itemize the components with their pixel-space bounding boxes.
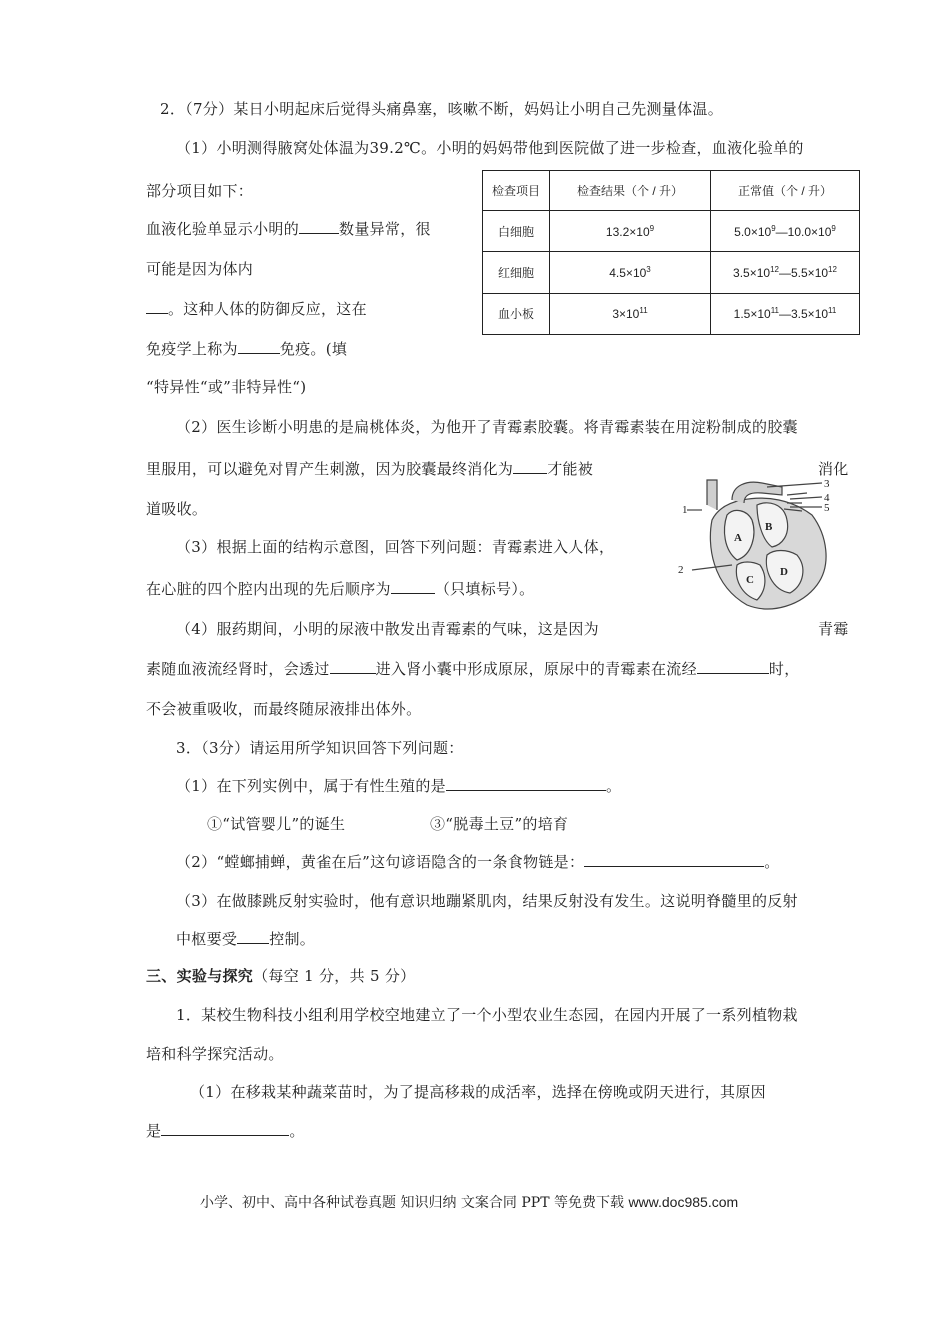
q3-opt1: ①“试管婴儿”的诞生 [207, 815, 346, 833]
q2-p2-b3: 消化 [818, 460, 849, 478]
heart-label-d: D [780, 566, 788, 578]
q2-p4-b [146, 658, 800, 679]
footer-url[interactable]: www.doc985.com [628, 1194, 739, 1210]
answer-blank [146, 299, 168, 314]
q2-p1-d: 可能是因为体内 [146, 260, 254, 278]
q2-p1-c1: 血液化验单显示小明的 [146, 220, 300, 238]
q2-p1-f2: 免疫。(填 [279, 340, 348, 358]
q2-p1-e [146, 298, 367, 319]
q2-title: 2．（7分）某日小明起床后觉得头痛鼻塞，咳嗽不断，妈妈让小明自己先测量体温。 [160, 100, 723, 118]
q3-p2 [176, 851, 780, 872]
s3-q1-p1-end: 。 [289, 1122, 305, 1140]
table-cell-result: $3\times 10^{11}$ [550, 293, 711, 334]
section3-title [146, 965, 415, 986]
table-cell-normal: $1.5\times 10^{11}—3.5\times 10^{11}$ [711, 293, 860, 334]
q2-p4-b1: 素随血液流经肾时，会透过 [146, 660, 330, 678]
answer-blank [584, 852, 764, 867]
heart-label-5: 5 [824, 502, 830, 514]
table-header: 检查项目 [483, 171, 550, 211]
answer-blank [238, 339, 280, 354]
q2-p1-f1: 免疫学上称为 [146, 340, 238, 358]
answer-blank [161, 1121, 289, 1136]
table-cell-item: 红细胞 [483, 252, 550, 293]
q2-p4-c: 不会被重吸收，而最终随尿液排出体外。 [146, 700, 422, 718]
q3-p2-text: （2）“螳螂捕蝉，黄雀在后”这句谚语隐含的一条食物链是： [176, 853, 585, 871]
answer-blank [330, 659, 376, 674]
answer-blank [446, 776, 606, 791]
q3-p1 [176, 775, 621, 796]
q3-p3-b2: 控制。 [269, 930, 316, 948]
answer-blank [299, 219, 339, 234]
q2-p2-b1: 里服用，可以避免对胃产生刺激，因为胶囊最终消化为 [146, 460, 514, 478]
heart-label-1: 1 [682, 504, 688, 516]
q3-p1-text: （1）在下列实例中，属于有性生殖的是 [176, 777, 446, 795]
answer-blank [391, 579, 435, 594]
q3-p3-b [176, 928, 315, 949]
q2-p1-a: （1）小明测得腋窝处体温为39.2℃。小明的妈妈带他到医院做了进一步检查，血液化验单的 [176, 139, 804, 157]
s3-q1-p1-b-text: 是 [146, 1122, 162, 1140]
q2-p2-c: 道吸收。 [146, 500, 208, 518]
table-header-row [483, 171, 860, 211]
footer [200, 1192, 738, 1212]
q2-p1-e-text: 。这种人体的防御反应，这在 [168, 300, 367, 318]
q3-p1-end: 。 [605, 777, 622, 795]
section3-title-bold: 三、实验与探究 [146, 967, 254, 985]
q2-p4-b3: 时， [768, 660, 800, 678]
heart-label-4: 4 [824, 492, 830, 504]
heart-label-a: A [734, 532, 742, 544]
q3-title: 3．（3分）请运用所学知识回答下列问题： [176, 739, 464, 757]
q2-p4-a1: （4）服药期间，小明的尿液中散发出青霉素的气味，这是因为 [176, 620, 599, 638]
table-cell-normal: $3.5\times 10^{12}—5.5\times 10^{12}$ [711, 252, 860, 293]
q2-p1-b: 部分项目如下： [146, 182, 254, 200]
heart-diagram [672, 475, 862, 615]
q2-p2-b2: 才能被 [547, 460, 594, 478]
q2-p3-b2: （只填标号）。 [434, 580, 535, 598]
q2-p1-f [146, 338, 347, 359]
table-row [483, 293, 860, 334]
table-cell-result: $13.2\times 10^9$ [550, 211, 711, 252]
answer-blank [237, 929, 269, 944]
table-cell-result: $4.5\times 10^3$ [550, 252, 711, 293]
s3-q1-p1: （1）在移栽某种蔬菜苗时，为了提高移栽的成活率，选择在傍晚或阴天进行，其原因 [190, 1083, 766, 1101]
heart-label-2: 2 [678, 564, 684, 576]
q3-p3-b1: 中枢要受 [176, 930, 238, 948]
table-cell-item: 血小板 [483, 293, 550, 334]
heart-label-3: 3 [824, 478, 830, 490]
table-row [483, 211, 860, 252]
footer-text: 小学、初中、高中各种试卷真题 知识归纳 文案合同 PPT 等免费下载 [200, 1195, 624, 1211]
q3-opt2: ③“脱毒土豆”的培育 [430, 815, 569, 833]
table-cell-normal: $5.0\times 10^9—10.0\times 10^9$ [711, 211, 860, 252]
q2-p3-b [146, 578, 534, 599]
q2-p1-c2: 数量异常，很 [339, 220, 431, 238]
q2-p1-c [146, 218, 431, 239]
q2-p2-a: （2）医生诊断小明患的是扁桃体炎，为他开了青霉素胶囊。将青霉素装在用淀粉制成的胶囊 [176, 418, 798, 436]
heart-label-b: B [765, 521, 773, 533]
table-header: 正常值（个 / 升） [711, 171, 860, 211]
q2-p2-b [146, 458, 593, 479]
q2-p3-b1: 在心脏的四个腔内出现的先后顺序为 [146, 580, 391, 598]
s3-q1-p1-b [146, 1120, 305, 1141]
section3-title-rest: （每空 1 分，共 5 分） [253, 967, 416, 985]
s3-q1-b: 培和科学探究活动。 [146, 1045, 284, 1063]
table-row [483, 252, 860, 293]
q2-p4-a2: 青霉 [818, 620, 849, 638]
q2-p4-b2: 进入肾小囊中形成原尿，原尿中的青霉素在流经 [375, 660, 697, 678]
s3-q1-a: 1．某校生物科技小组利用学校空地建立了一个小型农业生态园，在园内开展了一系列植物栽 [176, 1006, 798, 1024]
answer-blank [697, 659, 769, 674]
q2-p1-g: “特异性“或”非特异性“) [146, 378, 307, 396]
q3-p3-a: （3）在做膝跳反射实验时，他有意识地蹦紧肌肉，结果反射没有发生。这说明脊髓里的反射 [176, 892, 798, 910]
table-header: 检查结果（个 / 升） [550, 171, 711, 211]
q3-p2-end: 。 [764, 853, 780, 871]
q2-p3-a: （3）根据上面的结构示意图，回答下列问题：青霉素进入人体， [176, 538, 615, 556]
answer-blank [513, 459, 547, 474]
heart-label-c: C [746, 574, 754, 586]
table-cell-item: 白细胞 [483, 211, 550, 252]
blood-test-table [482, 170, 860, 335]
